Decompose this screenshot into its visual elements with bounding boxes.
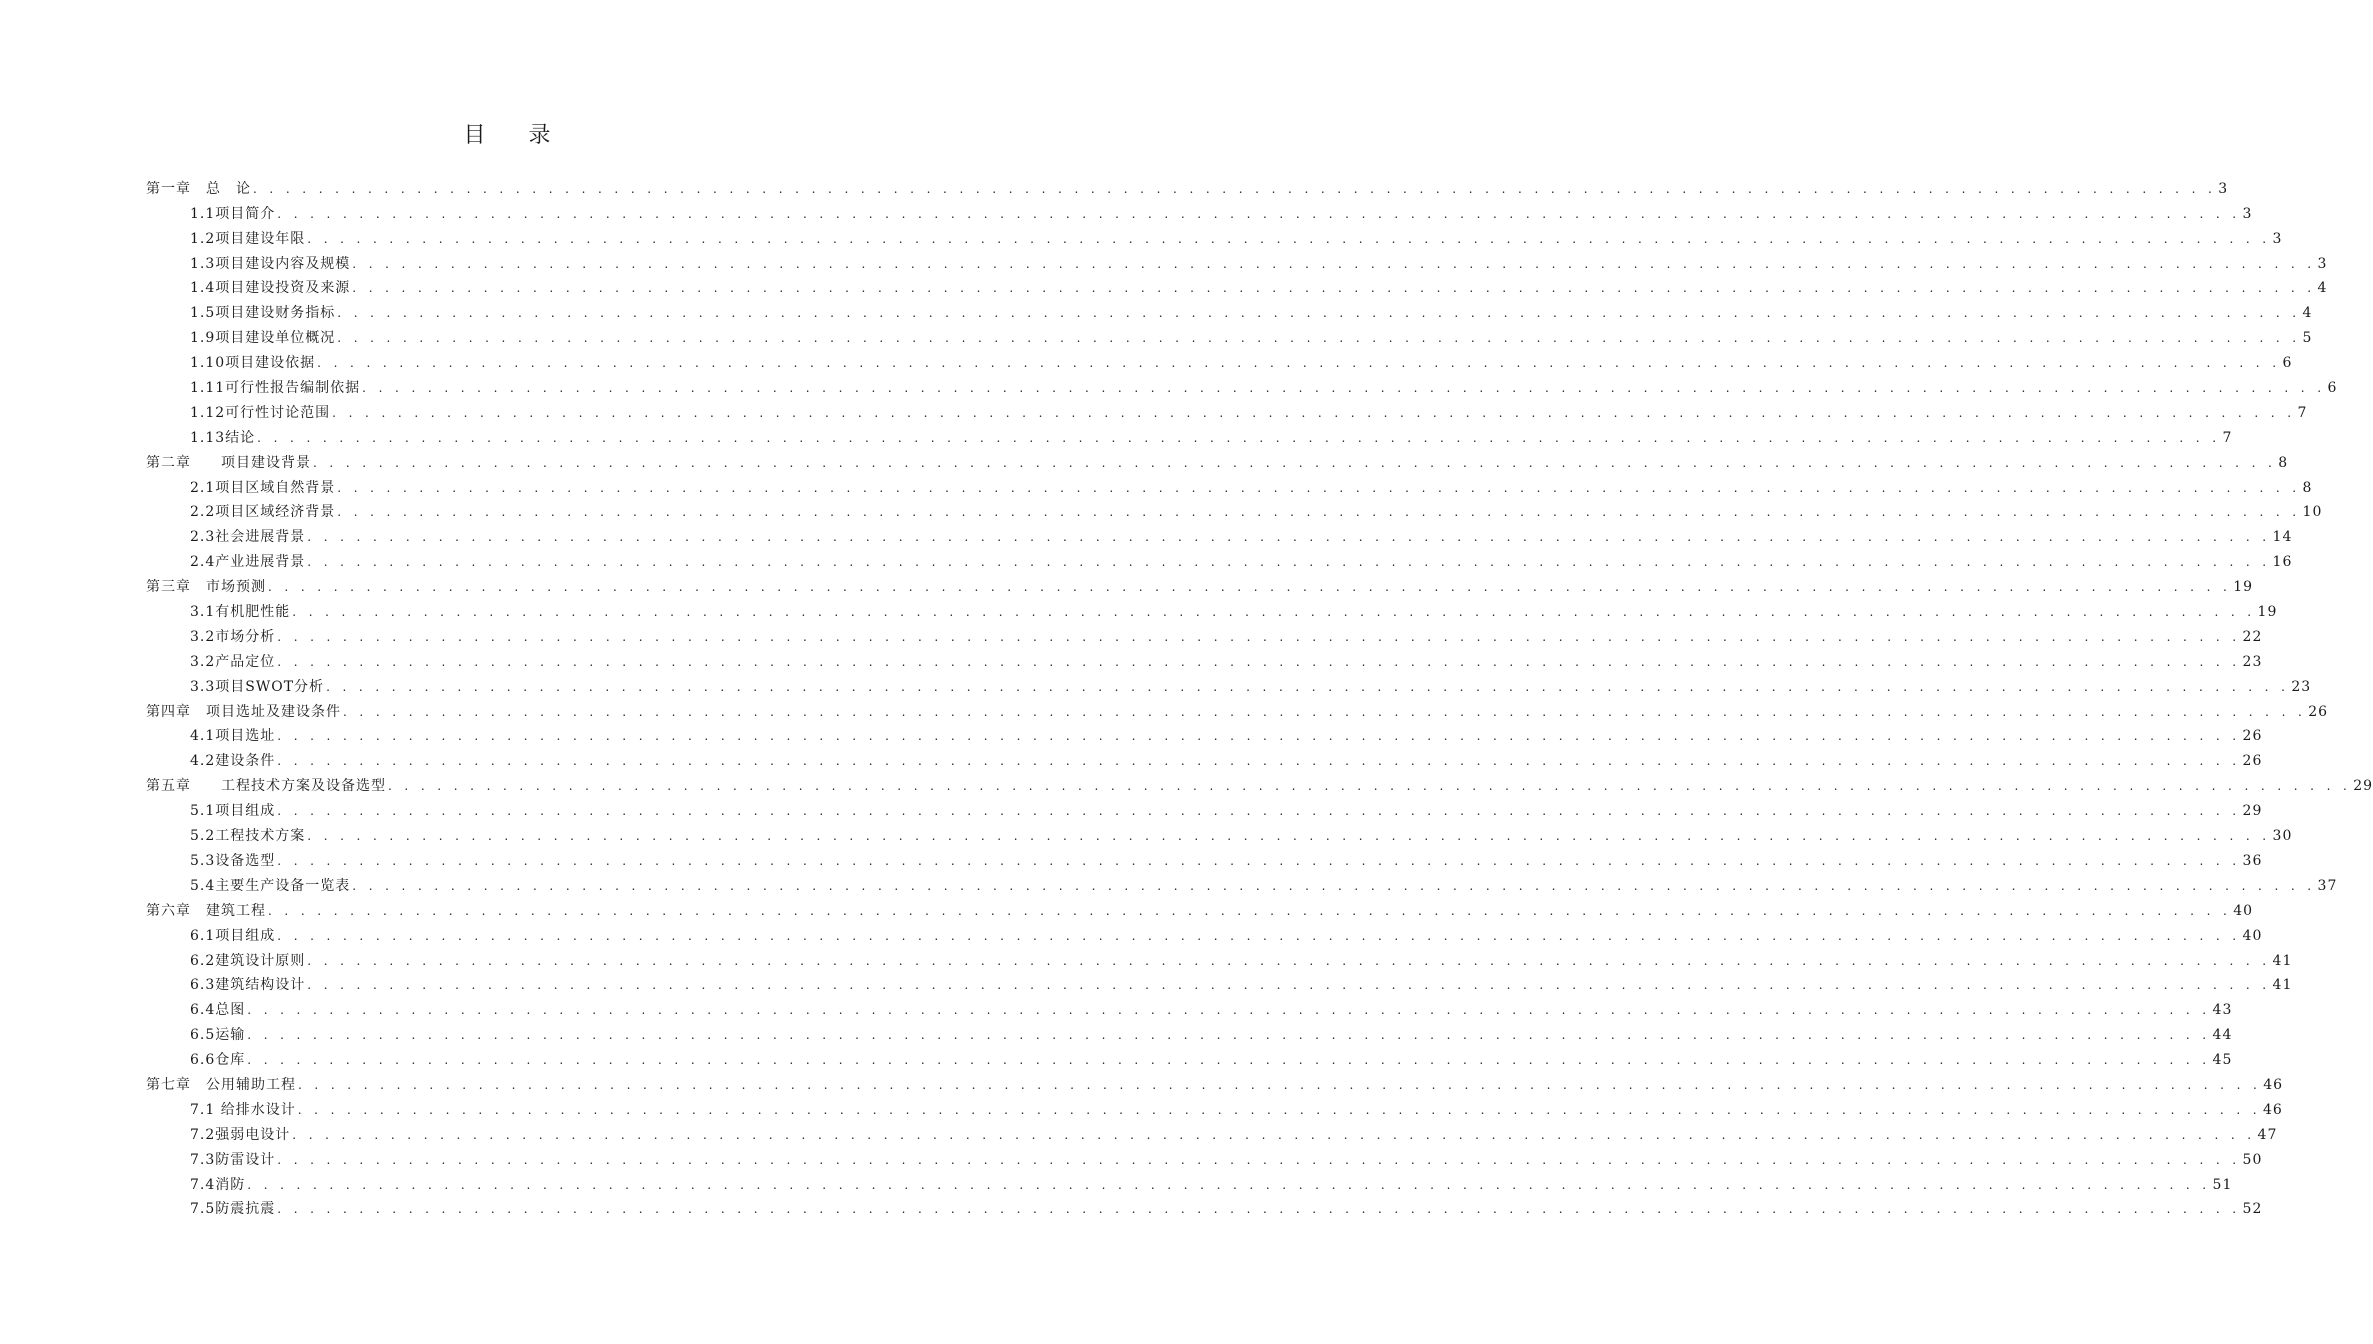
- toc-entry-page: 26: [2308, 703, 2329, 720]
- toc-entry-label: 3.3项目SWOT分析: [190, 678, 325, 695]
- toc-entry-label: 第六章 建筑工程: [146, 902, 266, 919]
- toc-entry-label: 3.2产品定位: [190, 653, 276, 670]
- toc-entry-page: 3: [2272, 230, 2283, 247]
- toc-entry-page: 41: [2272, 952, 2293, 969]
- toc-entry-label: 5.1项目组成: [190, 803, 276, 820]
- toc-entry-page: 50: [2242, 1151, 2263, 1168]
- toc-section-entry[interactable]: [146, 946, 2293, 971]
- toc-dot-leader: . . . . . . . . . . . . . . . . . . . . . . . . . . . . . . . . . . . . . . . . . . . . . . . . . . . . . . . . . . . . . . . . . . . . . . . . . . . . . . . . . . . . . . . . . . . . . . . . . . . . . . . . . . . . . . . . . . . . . . . .: [352, 256, 2316, 271]
- toc-entry-page: 44: [2212, 1027, 2233, 1044]
- toc-entry-page: 6: [2327, 380, 2338, 397]
- toc-entry-label: 3.2市场分析: [190, 628, 276, 645]
- toc-entry-label: 6.6仓库: [190, 1052, 246, 1069]
- toc-section-entry[interactable]: [146, 373, 2338, 398]
- toc-entry-label: 2.4产业进展背景: [190, 554, 306, 571]
- toc-section-entry[interactable]: [146, 249, 2328, 274]
- toc-dot-leader: . . . . . . . . . . . . . . . . . . . . . . . . . . . . . . . . . . . . . . . . . . . . . . . . . . . . . . . . . . . . . . . . . . . . . . . . . . . . . . . . . . . . . . . . . . . . . . . . . . . . . . . . . . . . . . . . . . . . . . . .: [307, 978, 2271, 993]
- toc-entry-page: 26: [2242, 728, 2263, 745]
- toc-dot-leader: . . . . . . . . . . . . . . . . . . . . . . . . . . . . . . . . . . . . . . . . . . . . . . . . . . . . . . . . . . . . . . . . . . . . . . . . . . . . . . . . . . . . . . . . . . . . . . . . . . . . . . . . . . . . . . . . . . . . . . . .: [268, 903, 2232, 918]
- toc-entry-label: 1.1项目简介: [190, 205, 276, 222]
- toc-entry-label: 第四章 项目选址及建设条件: [146, 703, 341, 720]
- toc-dot-leader: . . . . . . . . . . . . . . . . . . . . . . . . . . . . . . . . . . . . . . . . . . . . . . . . . . . . . . . . . . . . . . . . . . . . . . . . . . . . . . . . . . . . . . . . . . . . . . . . . . . . . . . . . . . . . . . . . . . . . . . .: [337, 505, 2301, 520]
- toc-section-entry[interactable]: [146, 398, 2308, 423]
- toc-dot-leader: . . . . . . . . . . . . . . . . . . . . . . . . . . . . . . . . . . . . . . . . . . . . . . . . . . . . . . . . . . . . . . . . . . . . . . . . . . . . . . . . . . . . . . . . . . . . . . . . . . . . . . . . . . . . . . . . . . . . . . . .: [277, 206, 2241, 221]
- toc-entry-page: 8: [2302, 479, 2313, 496]
- toc-list: [146, 174, 2373, 1219]
- toc-entry-label: 第一章 总 论: [146, 180, 251, 197]
- toc-dot-leader: . . . . . . . . . . . . . . . . . . . . . . . . . . . . . . . . . . . . . . . . . . . . . . . . . . . . . . . . . . . . . . . . . . . . . . . . . . . . . . . . . . . . . . . . . . . . . . . . . . . . . . . . . . . . . . . . . . . . . . . .: [337, 306, 2301, 321]
- toc-chapter-entry[interactable]: [146, 1070, 2284, 1095]
- toc-entry-page: 37: [2317, 877, 2338, 894]
- toc-section-entry[interactable]: [146, 547, 2293, 572]
- toc-dot-leader: . . . . . . . . . . . . . . . . . . . . . . . . . . . . . . . . . . . . . . . . . . . . . . . . . . . . . . . . . . . . . . . . . . . . . . . . . . . . . . . . . . . . . . . . . . . . . . . . . . . . . . . . . . . . . . . . . . . . . . . .: [307, 555, 2271, 570]
- toc-entry-label: 第五章 工程技术方案及设备选型: [146, 778, 386, 795]
- toc-entry-page: 29: [2353, 778, 2373, 795]
- toc-entry-page: 47: [2257, 1126, 2278, 1143]
- toc-entry-page: 5: [2302, 330, 2313, 347]
- toc-dot-leader: . . . . . . . . . . . . . . . . . . . . . . . . . . . . . . . . . . . . . . . . . . . . . . . . . . . . . . . . . . . . . . . . . . . . . . . . . . . . . . . . . . . . . . . . . . . . . . . . . . . . . . . . . . . . . . . . . . . . . . . .: [277, 629, 2241, 644]
- toc-entry-page: 51: [2212, 1176, 2233, 1193]
- toc-entry-label: 第二章 项目建设背景: [146, 454, 311, 471]
- toc-dot-leader: . . . . . . . . . . . . . . . . . . . . . . . . . . . . . . . . . . . . . . . . . . . . . . . . . . . . . . . . . . . . . . . . . . . . . . . . . . . . . . . . . . . . . . . . . . . . . . . . . . . . . . . . . . . . . . . . . . . . . . . .: [247, 1053, 2211, 1068]
- toc-entry-page: 36: [2242, 852, 2263, 869]
- toc-dot-leader: . . . . . . . . . . . . . . . . . . . . . . . . . . . . . . . . . . . . . . . . . . . . . . . . . . . . . . . . . . . . . . . . . . . . . . . . . . . . . . . . . . . . . . . . . . . . . . . . . . . . . . . . . . . . . . . . . . . . . . . .: [298, 1077, 2262, 1092]
- toc-entry-page: 46: [2263, 1076, 2284, 1093]
- toc-entry-label: 7.4消防: [190, 1176, 246, 1193]
- toc-dot-leader: . . . . . . . . . . . . . . . . . . . . . . . . . . . . . . . . . . . . . . . . . . . . . . . . . . . . . . . . . . . . . . . . . . . . . . . . . . . . . . . . . . . . . . . . . . . . . . . . . . . . . . . . . . . . . . . . . . . . . . . .: [362, 381, 2326, 396]
- toc-dot-leader: . . . . . . . . . . . . . . . . . . . . . . . . . . . . . . . . . . . . . . . . . . . . . . . . . . . . . . . . . . . . . . . . . . . . . . . . . . . . . . . . . . . . . . . . . . . . . . . . . . . . . . . . . . . . . . . . . . . . . . . .: [268, 580, 2232, 595]
- toc-entry-page: 23: [2242, 653, 2263, 670]
- toc-dot-leader: . . . . . . . . . . . . . . . . . . . . . . . . . . . . . . . . . . . . . . . . . . . . . . . . . . . . . . . . . . . . . . . . . . . . . . . . . . . . . . . . . . . . . . . . . . . . . . . . . . . . . . . . . . . . . . . . . . . . . . . .: [332, 405, 2296, 420]
- toc-entry-page: 8: [2278, 454, 2289, 471]
- toc-entry-label: 7.3防雷设计: [190, 1151, 276, 1168]
- toc-entry-page: 40: [2242, 927, 2263, 944]
- toc-dot-leader: . . . . . . . . . . . . . . . . . . . . . . . . . . . . . . . . . . . . . . . . . . . . . . . . . . . . . . . . . . . . . . . . . . . . . . . . . . . . . . . . . . . . . . . . . . . . . . . . . . . . . . . . . . . . . . . . . . . . . . . .: [277, 754, 2241, 769]
- toc-section-entry[interactable]: [146, 274, 2328, 299]
- toc-section-entry[interactable]: [146, 597, 2278, 622]
- toc-section-entry[interactable]: [146, 522, 2293, 547]
- toc-entry-label: 1.13结论: [190, 429, 256, 446]
- toc-section-entry[interactable]: [146, 348, 2293, 373]
- toc-dot-leader: . . . . . . . . . . . . . . . . . . . . . . . . . . . . . . . . . . . . . . . . . . . . . . . . . . . . . . . . . . . . . . . . . . . . . . . . . . . . . . . . . . . . . . . . . . . . . . . . . . . . . . . . . . . . . . . . . . . . . . . .: [352, 281, 2316, 296]
- toc-section-entry[interactable]: [146, 796, 2263, 821]
- toc-entry-page: 26: [2242, 753, 2263, 770]
- toc-entry-label: 1.10项目建设依据: [190, 355, 316, 372]
- toc-dot-leader: . . . . . . . . . . . . . . . . . . . . . . . . . . . . . . . . . . . . . . . . . . . . . . . . . . . . . . . . . . . . . . . . . . . . . . . . . . . . . . . . . . . . . . . . . . . . . . . . . . . . . . . . . . . . . . . . . . . . . . . .: [297, 1102, 2261, 1117]
- toc-section-entry[interactable]: [146, 995, 2233, 1020]
- toc-dot-leader: . . . . . . . . . . . . . . . . . . . . . . . . . . . . . . . . . . . . . . . . . . . . . . . . . . . . . . . . . . . . . . . . . . . . . . . . . . . . . . . . . . . . . . . . . . . . . . . . . . . . . . . . . . . . . . . . . . . . . . . .: [247, 1003, 2211, 1018]
- toc-section-entry[interactable]: [146, 1170, 2233, 1195]
- toc-section-entry[interactable]: [146, 622, 2263, 647]
- toc-dot-leader: . . . . . . . . . . . . . . . . . . . . . . . . . . . . . . . . . . . . . . . . . . . . . . . . . . . . . . . . . . . . . . . . . . . . . . . . . . . . . . . . . . . . . . . . . . . . . . . . . . . . . . . . . . . . . . . . . . . . . . . .: [247, 1177, 2211, 1192]
- toc-dot-leader: . . . . . . . . . . . . . . . . . . . . . . . . . . . . . . . . . . . . . . . . . . . . . . . . . . . . . . . . . . . . . . . . . . . . . . . . . . . . . . . . . . . . . . . . . . . . . . . . . . . . . . . . . . . . . . . . . . . . . . . .: [317, 356, 2281, 371]
- toc-entry-label: 7.2强弱电设计: [190, 1126, 291, 1143]
- toc-dot-leader: . . . . . . . . . . . . . . . . . . . . . . . . . . . . . . . . . . . . . . . . . . . . . . . . . . . . . . . . . . . . . . . . . . . . . . . . . . . . . . . . . . . . . . . . . . . . . . . . . . . . . . . . . . . . . . . . . . . . . . . .: [307, 231, 2271, 246]
- toc-dot-leader: . . . . . . . . . . . . . . . . . . . . . . . . . . . . . . . . . . . . . . . . . . . . . . . . . . . . . . . . . . . . . . . . . . . . . . . . . . . . . . . . . . . . . . . . . . . . . . . . . . . . . . . . . . . . . . . . . . . . . . . .: [337, 480, 2301, 495]
- toc-entry-page: 43: [2212, 1002, 2233, 1019]
- toc-entry-label: 7.5防震抗震: [190, 1201, 276, 1218]
- toc-entry-page: 52: [2242, 1201, 2263, 1218]
- toc-section-entry[interactable]: [146, 298, 2313, 323]
- toc-entry-label: 5.4主要生产设备一览表: [190, 877, 351, 894]
- toc-section-entry[interactable]: [146, 423, 2233, 448]
- toc-entry-label: 1.9项目建设单位概况: [190, 330, 336, 347]
- toc-entry-page: 3: [2242, 205, 2253, 222]
- toc-entry-page: 41: [2272, 977, 2293, 994]
- toc-dot-leader: . . . . . . . . . . . . . . . . . . . . . . . . . . . . . . . . . . . . . . . . . . . . . . . . . . . . . . . . . . . . . . . . . . . . . . . . . . . . . . . . . . . . . . . . . . . . . . . . . . . . . . . . . . . . . . . . . . . . . . . .: [277, 804, 2241, 819]
- toc-entry-label: 第七章 公用辅助工程: [146, 1076, 296, 1093]
- toc-entry-page: 19: [2233, 579, 2254, 596]
- toc-entry-label: 2.1项目区域自然背景: [190, 479, 336, 496]
- toc-section-entry[interactable]: [146, 746, 2263, 771]
- toc-dot-leader: . . . . . . . . . . . . . . . . . . . . . . . . . . . . . . . . . . . . . . . . . . . . . . . . . . . . . . . . . . . . . . . . . . . . . . . . . . . . . . . . . . . . . . . . . . . . . . . . . . . . . . . . . . . . . . . . . . . . . . . .: [247, 1028, 2211, 1043]
- toc-entry-page: 3: [2317, 255, 2328, 272]
- toc-entry-label: 6.1项目组成: [190, 927, 276, 944]
- toc-entry-page: 23: [2291, 678, 2312, 695]
- toc-entry-label: 6.4总图: [190, 1002, 246, 1019]
- toc-section-entry[interactable]: [146, 199, 2253, 224]
- toc-dot-leader: . . . . . . . . . . . . . . . . . . . . . . . . . . . . . . . . . . . . . . . . . . . . . . . . . . . . . . . . . . . . . . . . . . . . . . . . . . . . . . . . . . . . . . . . . . . . . . . . . . . . . . . . . . . . . . . . . . . . . . . .: [277, 654, 2241, 669]
- toc-section-entry[interactable]: [146, 722, 2263, 747]
- toc-entry-label: 6.5运输: [190, 1027, 246, 1044]
- toc-entry-label: 1.3项目建设内容及规模: [190, 255, 351, 272]
- toc-chapter-entry[interactable]: [146, 174, 2229, 199]
- toc-dot-leader: . . . . . . . . . . . . . . . . . . . . . . . . . . . . . . . . . . . . . . . . . . . . . . . . . . . . . . . . . . . . . . . . . . . . . . . . . . . . . . . . . . . . . . . . . . . . . . . . . . . . . . . . . . . . . . . . . . . . . . . .: [307, 530, 2271, 545]
- toc-section-entry[interactable]: [146, 871, 2338, 896]
- toc-entry-page: 46: [2262, 1101, 2283, 1118]
- toc-section-entry[interactable]: [146, 821, 2293, 846]
- toc-dot-leader: . . . . . . . . . . . . . . . . . . . . . . . . . . . . . . . . . . . . . . . . . . . . . . . . . . . . . . . . . . . . . . . . . . . . . . . . . . . . . . . . . . . . . . . . . . . . . . . . . . . . . . . . . . . . . . . . . . . . . . . .: [277, 729, 2241, 744]
- toc-entry-page: 19: [2257, 604, 2278, 621]
- toc-section-entry[interactable]: [146, 498, 2323, 523]
- toc-chapter-entry[interactable]: [146, 771, 2373, 796]
- toc-dot-leader: . . . . . . . . . . . . . . . . . . . . . . . . . . . . . . . . . . . . . . . . . . . . . . . . . . . . . . . . . . . . . . . . . . . . . . . . . . . . . . . . . . . . . . . . . . . . . . . . . . . . . . . . . . . . . . . . . . . . . . . .: [307, 829, 2271, 844]
- toc-chapter-entry[interactable]: [146, 448, 2289, 473]
- toc-dot-leader: . . . . . . . . . . . . . . . . . . . . . . . . . . . . . . . . . . . . . . . . . . . . . . . . . . . . . . . . . . . . . . . . . . . . . . . . . . . . . . . . . . . . . . . . . . . . . . . . . . . . . . . . . . . . . . . . . . . . . . . .: [292, 1127, 2256, 1142]
- toc-section-entry[interactable]: [146, 921, 2263, 946]
- toc-entry-page: 6: [2282, 355, 2293, 372]
- toc-entry-label: 5.3设备选型: [190, 852, 276, 869]
- toc-dot-leader: . . . . . . . . . . . . . . . . . . . . . . . . . . . . . . . . . . . . . . . . . . . . . . . . . . . . . . . . . . . . . . . . . . . . . . . . . . . . . . . . . . . . . . . . . . . . . . . . . . . . . . . . . . . . . . . . . . . . . . . .: [277, 853, 2241, 868]
- toc-title: 目 录: [463, 123, 569, 148]
- toc-entry-page: 14: [2272, 529, 2293, 546]
- toc-entry-label: 6.2建筑设计原则: [190, 952, 306, 969]
- toc-entry-page: 10: [2302, 504, 2323, 521]
- toc-entry-page: 30: [2272, 828, 2293, 845]
- toc-dot-leader: . . . . . . . . . . . . . . . . . . . . . . . . . . . . . . . . . . . . . . . . . . . . . . . . . . . . . . . . . . . . . . . . . . . . . . . . . . . . . . . . . . . . . . . . . . . . . . . . . . . . . . . . . . . . . . . . . . . . . . . .: [343, 704, 2307, 719]
- toc-chapter-entry[interactable]: [146, 697, 2329, 722]
- toc-entry-label: 3.1有机肥性能: [190, 604, 291, 621]
- toc-entry-label: 4.1项目选址: [190, 728, 276, 745]
- toc-dot-leader: . . . . . . . . . . . . . . . . . . . . . . . . . . . . . . . . . . . . . . . . . . . . . . . . . . . . . . . . . . . . . . . . . . . . . . . . . . . . . . . . . . . . . . . . . . . . . . . . . . . . . . . . . . . . . . . . . . . . . . . .: [352, 878, 2316, 893]
- toc-section-entry[interactable]: [146, 1045, 2233, 1070]
- toc-entry-label: 1.11可行性报告编制依据: [190, 380, 361, 397]
- toc-entry-label: 4.2建设条件: [190, 753, 276, 770]
- toc-dot-leader: . . . . . . . . . . . . . . . . . . . . . . . . . . . . . . . . . . . . . . . . . . . . . . . . . . . . . . . . . . . . . . . . . . . . . . . . . . . . . . . . . . . . . . . . . . . . . . . . . . . . . . . . . . . . . . . . . . . . . . . .: [337, 331, 2301, 346]
- toc-entry-page: 7: [2297, 404, 2308, 421]
- toc-dot-leader: . . . . . . . . . . . . . . . . . . . . . . . . . . . . . . . . . . . . . . . . . . . . . . . . . . . . . . . . . . . . . . . . . . . . . . . . . . . . . . . . . . . . . . . . . . . . . . . . . . . . . . . . . . . . . . . . . . . . . . . .: [307, 953, 2271, 968]
- toc-section-entry[interactable]: [146, 971, 2293, 996]
- toc-dot-leader: . . . . . . . . . . . . . . . . . . . . . . . . . . . . . . . . . . . . . . . . . . . . . . . . . . . . . . . . . . . . . . . . . . . . . . . . . . . . . . . . . . . . . . . . . . . . . . . . . . . . . . . . . . . . . . . . . . . . . . . .: [292, 605, 2256, 620]
- toc-chapter-entry[interactable]: [146, 572, 2254, 597]
- toc-entry-label: 1.12可行性讨论范围: [190, 404, 331, 421]
- toc-entry-label: 1.2项目建设年限: [190, 230, 306, 247]
- toc-dot-leader: . . . . . . . . . . . . . . . . . . . . . . . . . . . . . . . . . . . . . . . . . . . . . . . . . . . . . . . . . . . . . . . . . . . . . . . . . . . . . . . . . . . . . . . . . . . . . . . . . . . . . . . . . . . . . . . . . . . . . . . .: [277, 928, 2241, 943]
- toc-section-entry[interactable]: [146, 224, 2283, 249]
- toc-entry-page: 29: [2242, 803, 2263, 820]
- toc-dot-leader: . . . . . . . . . . . . . . . . . . . . . . . . . . . . . . . . . . . . . . . . . . . . . . . . . . . . . . . . . . . . . . . . . . . . . . . . . . . . . . . . . . . . . . . . . . . . . . . . . . . . . . . . . . . . . . . . . . . . . . . .: [277, 1202, 2241, 1217]
- toc-entry-page: 22: [2242, 628, 2263, 645]
- toc-entry-page: 45: [2212, 1052, 2233, 1069]
- toc-entry-label: 2.2项目区域经济背景: [190, 504, 336, 521]
- toc-chapter-entry[interactable]: [146, 896, 2254, 921]
- toc-section-entry[interactable]: [146, 1120, 2278, 1145]
- toc-section-entry[interactable]: [146, 1020, 2233, 1045]
- toc-section-entry[interactable]: [146, 1095, 2283, 1120]
- toc-entry-label: 6.3建筑结构设计: [190, 977, 306, 994]
- toc-dot-leader: . . . . . . . . . . . . . . . . . . . . . . . . . . . . . . . . . . . . . . . . . . . . . . . . . . . . . . . . . . . . . . . . . . . . . . . . . . . . . . . . . . . . . . . . . . . . . . . . . . . . . . . . . . . . . . . . . . . . . . . .: [313, 455, 2277, 470]
- toc-entry-page: 40: [2233, 902, 2254, 919]
- toc-dot-leader: . . . . . . . . . . . . . . . . . . . . . . . . . . . . . . . . . . . . . . . . . . . . . . . . . . . . . . . . . . . . . . . . . . . . . . . . . . . . . . . . . . . . . . . . . . . . . . . . . . . . . . . . . . . . . . . . . . . . . . . .: [253, 181, 2217, 196]
- toc-entry-page: 4: [2302, 305, 2313, 322]
- toc-entry-page: 7: [2222, 429, 2233, 446]
- toc-entry-label: 5.2工程技术方案: [190, 828, 306, 845]
- toc-entry-label: 7.1 给排水设计: [190, 1101, 296, 1118]
- toc-entry-label: 1.4项目建设投资及来源: [190, 280, 351, 297]
- toc-dot-leader: . . . . . . . . . . . . . . . . . . . . . . . . . . . . . . . . . . . . . . . . . . . . . . . . . . . . . . . . . . . . . . . . . . . . . . . . . . . . . . . . . . . . . . . . . . . . . . . . . . . . . . . . . . . . . . . . . . . . . . . .: [388, 779, 2352, 794]
- toc-entry-label: 第三章 市场预测: [146, 579, 266, 596]
- toc-section-entry[interactable]: [146, 1145, 2263, 1170]
- toc-dot-leader: . . . . . . . . . . . . . . . . . . . . . . . . . . . . . . . . . . . . . . . . . . . . . . . . . . . . . . . . . . . . . . . . . . . . . . . . . . . . . . . . . . . . . . . . . . . . . . . . . . . . . . . . . . . . . . . . . . . . . . . .: [257, 430, 2221, 445]
- toc-entry-label: 1.5项目建设财务指标: [190, 305, 336, 322]
- toc-section-entry[interactable]: [146, 846, 2263, 871]
- toc-entry-label: 2.3社会进展背景: [190, 529, 306, 546]
- toc-section-entry[interactable]: [146, 672, 2312, 697]
- toc-section-entry[interactable]: [146, 647, 2263, 672]
- toc-dot-leader: . . . . . . . . . . . . . . . . . . . . . . . . . . . . . . . . . . . . . . . . . . . . . . . . . . . . . . . . . . . . . . . . . . . . . . . . . . . . . . . . . . . . . . . . . . . . . . . . . . . . . . . . . . . . . . . . . . . . . . . .: [277, 1152, 2241, 1167]
- toc-section-entry[interactable]: [146, 323, 2313, 348]
- toc-entry-page: 4: [2317, 280, 2328, 297]
- toc-section-entry[interactable]: [146, 473, 2313, 498]
- toc-entry-page: 3: [2218, 180, 2229, 197]
- toc-entry-page: 16: [2272, 554, 2293, 571]
- toc-dot-leader: . . . . . . . . . . . . . . . . . . . . . . . . . . . . . . . . . . . . . . . . . . . . . . . . . . . . . . . . . . . . . . . . . . . . . . . . . . . . . . . . . . . . . . . . . . . . . . . . . . . . . . . . . . . . . . . . . . . . . . . .: [326, 679, 2290, 694]
- toc-section-entry[interactable]: [146, 1195, 2263, 1220]
